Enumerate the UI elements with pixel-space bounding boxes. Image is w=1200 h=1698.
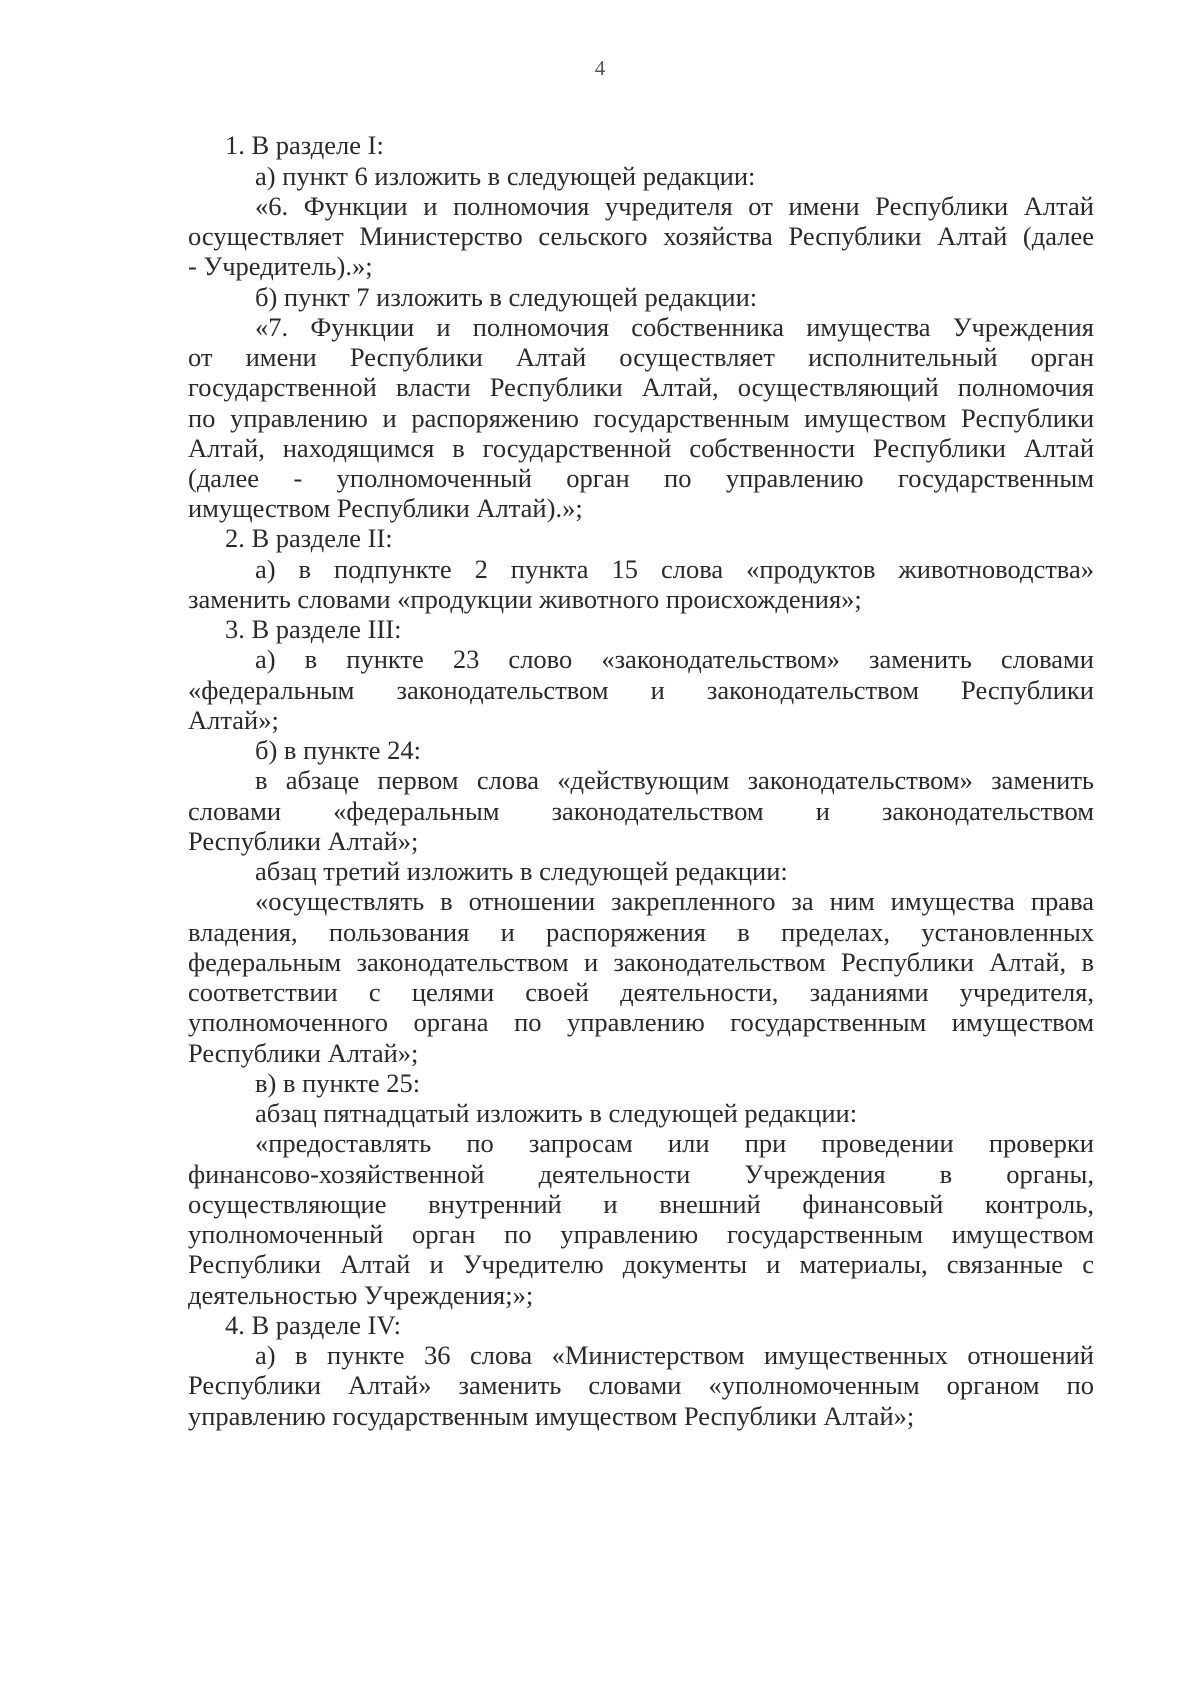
text-line: абзац пятнадцатый изложить в следующей редакции: [255, 1098, 858, 1128]
text-line: имуществом Республики Алтай).»; [188, 493, 583, 523]
text-line: в) в пункте 25: [255, 1068, 421, 1098]
text-line: (далее - уполномоченный орган по управлению государственным [188, 463, 1094, 493]
text-line: - Учредитель).»; [188, 251, 373, 281]
text-line: абзац третий изложить в следующей редакции: [255, 856, 788, 886]
text-line: Республики Алтай и Учредителю документы и материалы, связанные с [188, 1249, 1094, 1279]
text-line: «7. Функции и полномочия собственника имущества Учреждения [255, 312, 1094, 342]
text-line: 1. В разделе I: [225, 130, 384, 160]
text-line: управлению государственным имуществом Республики Алтай»; [188, 1401, 915, 1431]
text-line: словами «федеральным законодательством и законодательством [188, 796, 1094, 826]
text-line: осуществляет Министерство сельского хозяйства Республики Алтай (далее [188, 221, 1094, 251]
text-line: осуществляющие внутренний и внешний финансовый контроль, [188, 1189, 1094, 1219]
text-line: от имени Республики Алтай осуществляет исполнительный орган [188, 342, 1094, 372]
text-line: финансово-хозяйственной деятельности Учреждения в органы, [188, 1159, 1094, 1189]
text-line: б) в пункте 24: [255, 735, 422, 765]
text-line: 3. В разделе III: [225, 614, 402, 644]
text-line: «осуществлять в отношении закрепленного за ним имущества права [255, 886, 1094, 916]
text-line: 4. В разделе IV: [225, 1310, 402, 1340]
text-line: 2. В разделе II: [225, 523, 393, 553]
text-line: заменить словами «продукции животного происхождения»; [188, 584, 862, 614]
text-line: «предоставлять по запросам или при проведении проверки [255, 1128, 1094, 1158]
text-line: государственной власти Республики Алтай, осуществляющий полномочия [188, 372, 1094, 402]
text-line: а) в пункте 23 слово «законодательством» заменить словами [255, 644, 1094, 674]
text-line: Алтай, находящимся в государственной собственности Республики Алтай [188, 433, 1094, 463]
text-line: Республики Алтай»; [188, 1038, 419, 1068]
text-line: «федеральным законодательством и законодательством Республики [188, 675, 1094, 705]
text-line: уполномоченный орган по управлению государственным имуществом [188, 1219, 1094, 1249]
text-line: а) пункт 6 изложить в следующей редакции: [255, 161, 756, 191]
text-line: а) в пункте 36 слова «Министерством имущественных отношений [255, 1340, 1094, 1370]
text-line: по управлению и распоряжению государственным имуществом Республики [188, 403, 1094, 433]
text-line: Республики Алтай»; [188, 826, 419, 856]
text-line: Алтай»; [188, 705, 279, 735]
text-line: Республики Алтай» заменить словами «уполномоченным органом по [188, 1370, 1094, 1400]
text-line: уполномоченного органа по управлению государственным имуществом [188, 1007, 1094, 1037]
text-line: деятельностью Учреждения;»; [188, 1280, 534, 1310]
page-number: 4 [594, 56, 606, 80]
text-line: соответствии с целями своей деятельности, заданиями учредителя, [188, 977, 1094, 1007]
text-line: в абзаце первом слова «действующим законодательством» заменить [255, 765, 1094, 795]
text-line: владения, пользования и распоряжения в пределах, установленных [188, 917, 1094, 947]
text-line: а) в подпункте 2 пункта 15 слова «продуктов животноводства» [255, 554, 1094, 584]
text-line: б) пункт 7 изложить в следующей редакции: [255, 282, 758, 312]
text-line: федеральным законодательством и законодательством Республики Алтай, в [188, 947, 1094, 977]
text-line: «6. Функции и полномочия учредителя от имени Республики Алтай [255, 191, 1094, 221]
